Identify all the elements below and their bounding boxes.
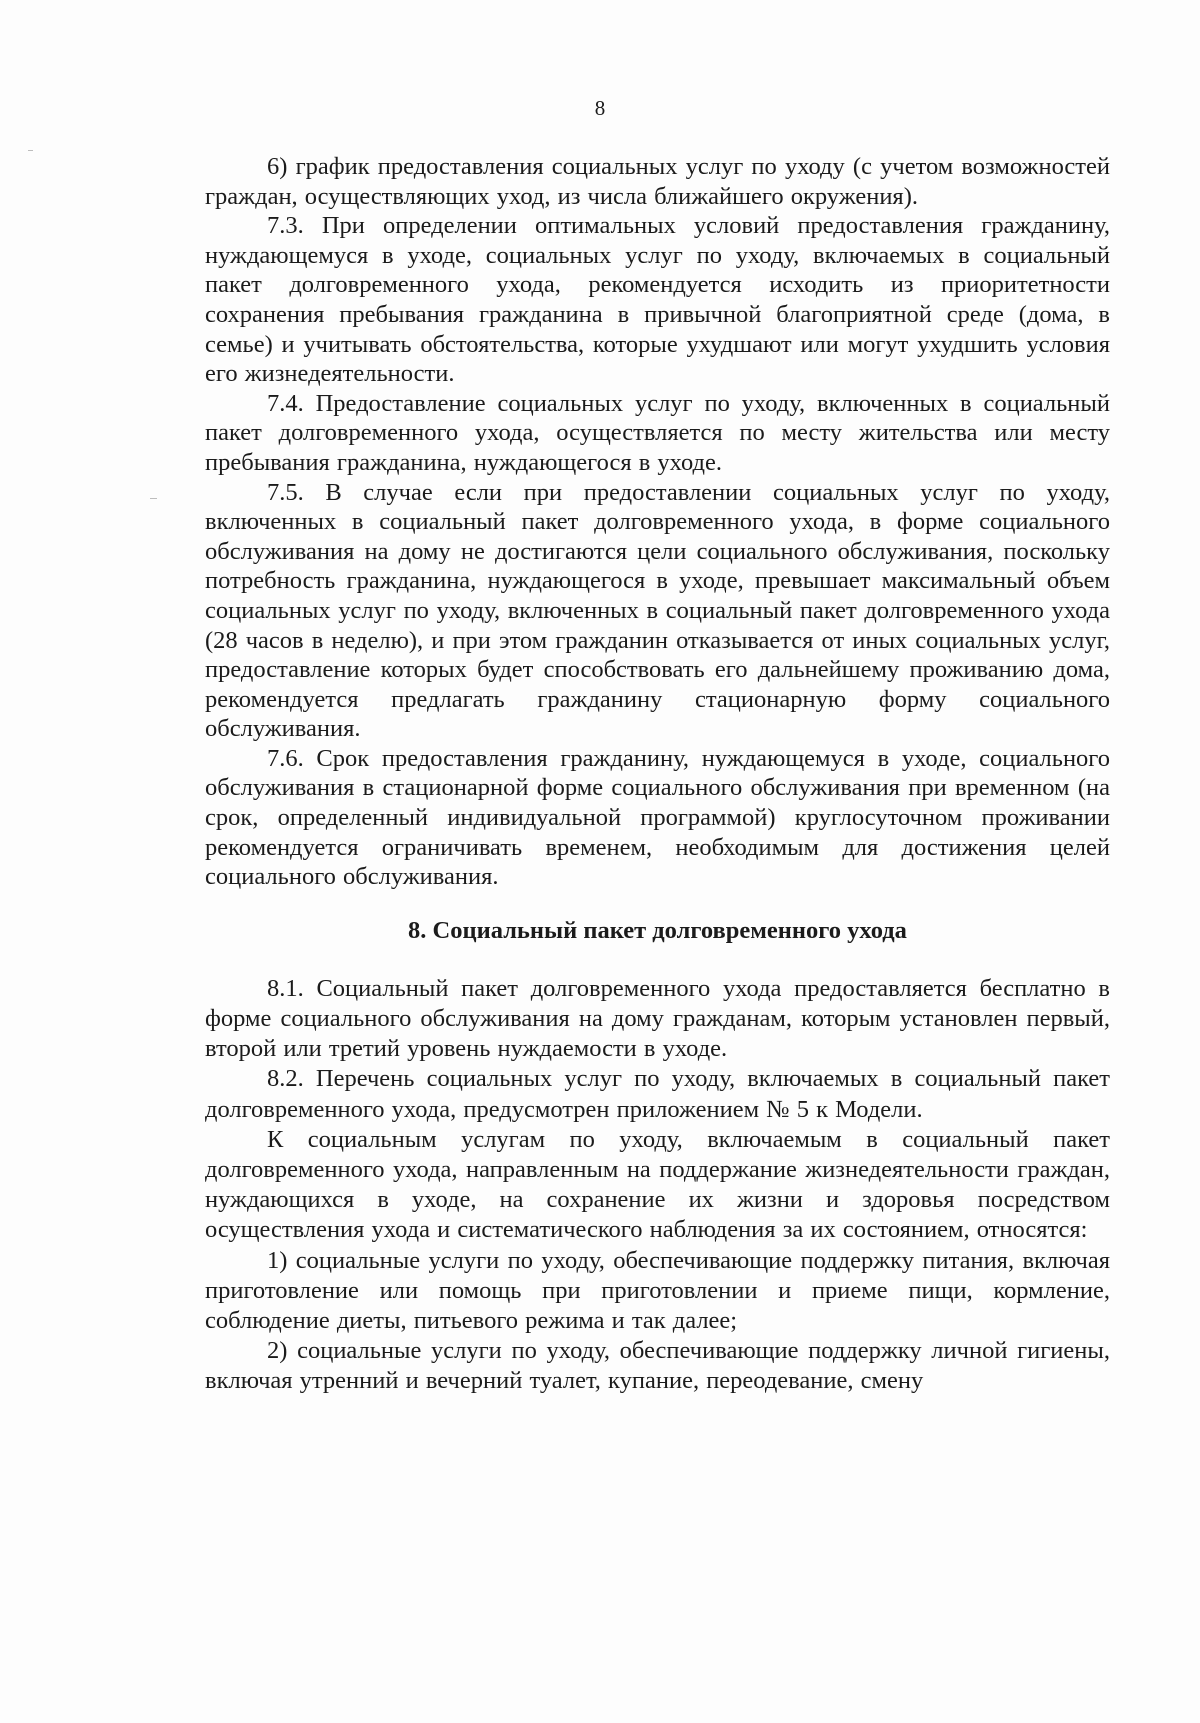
paragraph-services-intro: К социальным услугам по уходу, включаемым в социальный пакет долговременного ухода, направленным на поддержание жизнедеятельности граждан, нуждающихся в уходе, на сохранение их жизни и здоровья посредством осуществления ухода и систематического наблюдения за их состоянием, относятся: <box>205 1125 1110 1244</box>
scan-artifact-mark <box>150 498 157 499</box>
paragraph-7-4: 7.4. Предоставление социальных услуг по уходу, включенных в социальный пакет долговременного ухода, осуществляется по месту жительства или месту пребывания гражданина, нуждающегося в уходе. <box>205 389 1110 476</box>
paragraph-item-6: 6) график предоставления социальных услуг по уходу (с учетом возможностей граждан, осуществляющих уход, из числа ближайшего окружения). <box>205 153 1110 210</box>
scan-artifact-mark <box>28 150 33 151</box>
paragraph-list-item-2: 2) социальные услуги по уходу, обеспечивающие поддержку личной гигиены, включая утренний и вечерний туалет, купание, переодевание, смену <box>205 1337 1110 1395</box>
section-heading: 8. Социальный пакет долговременного ухода <box>408 916 907 944</box>
paragraph-7-3: 7.3. При определении оптимальных условий предоставления гражданину, нуждающемуся в уходе, социальных услуг по уходу, включаемых в социальный пакет долговременного ухода, рекомендуется исходить из приоритетности сохранения пребывания гражданина в привычной благоприятной среде (дома, в семье) и учитывать обстоятельства, которые ухудшают или могут ухудшить условия его жизнедеятельности. <box>205 212 1110 388</box>
paragraph-8-2: 8.2. Перечень социальных услуг по уходу, включаемых в социальный пакет долговременного ухода, предусмотрен приложением № 5 к Модели. <box>205 1065 1110 1123</box>
page-number: 8 <box>594 96 606 120</box>
paragraph-7-5: 7.5. В случае если при предоставлении социальных услуг по уходу, включенных в социальный пакет долговременного ухода, в форме социального обслуживания на дому не достигаются цели социального обслуживания, поскольку потребность гражданина, нуждающегося в уходе, превышает максимальный объем социальных услуг по уходу, включенных в социальный пакет долговременного ухода (28 часов в неделю), и при этом гражданин отказывается от иных социальных услуг, предоставление которых будет способствовать его дальнейшему проживанию дома, рекомендуется предлагать гражданину стационарную форму социального обслуживания. <box>205 478 1110 743</box>
paragraph-list-item-1: 1) социальные услуги по уходу, обеспечивающие поддержку питания, включая приготовление или помощь при приготовлении и приеме пищи, кормление, соблюдение диеты, питьевого режима и так далее; <box>205 1246 1110 1335</box>
document-body <box>205 152 1110 1397</box>
paragraph-7-6: 7.6. Срок предоставления гражданину, нуждающемуся в уходе, социального обслуживания в стационарной форме социального обслуживания при временном (на срок, определенный индивидуальной программой) круглосуточном проживании рекомендуется ограничивать временем, необходимым для достижения целей социального обслуживания. <box>205 744 1110 891</box>
paragraph-8-1: 8.1. Социальный пакет долговременного ухода предоставляется бесплатно в форме социального обслуживания на дому гражданам, которым установлен первый, второй или третий уровень нуждаемости в уходе. <box>205 974 1110 1063</box>
section-8-body <box>205 974 1110 1397</box>
